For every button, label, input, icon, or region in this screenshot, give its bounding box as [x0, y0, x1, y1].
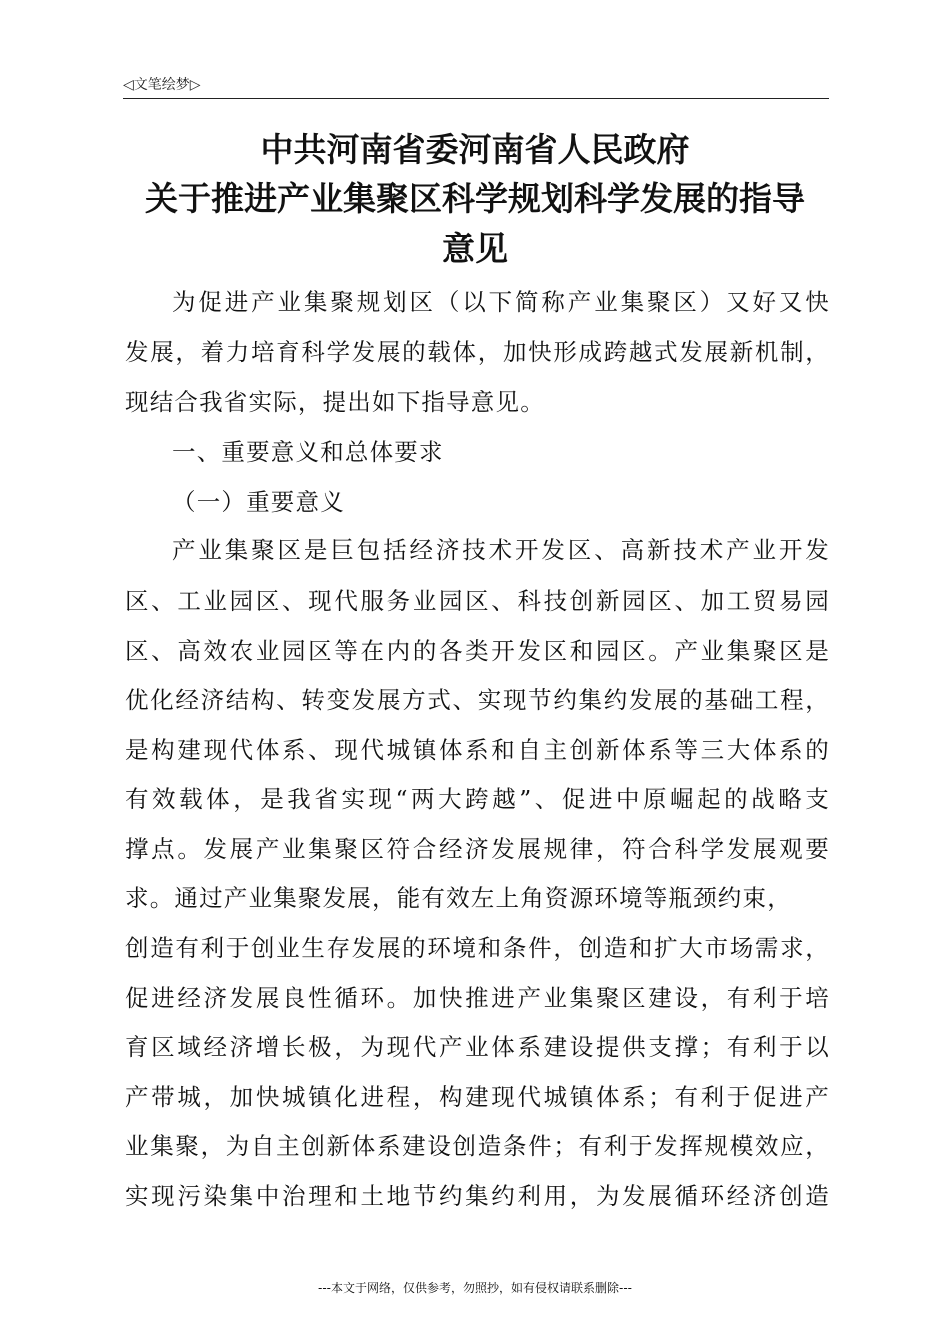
paragraph-body-line-10: 促进经济发展良性循环。加快推进产业集聚区建设，有利于培 [125, 984, 830, 1012]
paragraph-body-line-1: 产业集聚区是巨包括经济技术开发区、高新技术产业开发 [172, 536, 830, 564]
header-text: ◁文笔绘梦▷ [123, 77, 201, 93]
paragraph-body-line-14: 实现污染集中治理和土地节约集约利用，为发展循环经济创造 [125, 1182, 830, 1210]
page-footer: ---本文于网络，仅供参考，勿照抄，如有侵权请联系删除--- [318, 1281, 632, 1295]
document-title-line-2: 关于推进产业集聚区科学规划科学发展的指导 [145, 179, 805, 218]
subsection-heading-1: （一）重要意义 [172, 488, 345, 516]
paragraph-body-line-7: 撑点。发展产业集聚区符合经济发展规律，符合科学发展观要 [125, 835, 830, 863]
section-heading-1: 一、重要意义和总体要求 [172, 438, 444, 466]
paragraph-body-line-11: 育区域经济增长极，为现代产业体系建设提供支撑；有利于以 [125, 1033, 830, 1061]
paragraph-body-line-8: 求。通过产业集聚发展，能有效左上角资源环境等瓶颈约束， [125, 884, 792, 912]
paragraph-intro-line-1: 为促进产业集聚规划区（以下简称产业集聚区）又好又快 [172, 288, 830, 316]
paragraph-body-line-12: 产带城，加快城镇化进程，构建现代城镇体系；有利于促进产 [125, 1083, 830, 1111]
page-header [123, 76, 829, 99]
paragraph-body-line-9: 创造有利于创业生存发展的环境和条件，创造和扩大市场需求， [125, 934, 830, 962]
paragraph-body-line-2: 区、工业园区、现代服务业园区、科技创新园区、加工贸易园 [125, 587, 830, 615]
paragraph-body-line-3: 区、高效农业园区等在内的各类开发区和园区。产业集聚区是 [125, 637, 830, 665]
paragraph-intro-line-3: 现结合我省实际，提出如下指导意见。 [125, 388, 545, 416]
paragraph-body-line-5: 是构建现代体系、现代城镇体系和自主创新体系等三大体系的 [125, 736, 830, 764]
paragraph-body-line-6: 有效载体，是我省实现“两大跨越”、促进中原崛起的战略支 [125, 785, 830, 813]
paragraph-body-line-4: 优化经济结构、转变发展方式、实现节约集约发展的基础工程， [125, 686, 830, 714]
document-title-line-3: 意见 [442, 229, 508, 268]
paragraph-intro-line-2: 发展，着力培育科学发展的载体，加快形成跨越式发展新机制， [125, 338, 830, 366]
paragraph-body-line-13: 业集聚，为自主创新体系建设创造条件；有利于发挥规模效应， [125, 1132, 830, 1160]
document-title-line-1: 中共河南省委河南省人民政府 [260, 130, 690, 169]
